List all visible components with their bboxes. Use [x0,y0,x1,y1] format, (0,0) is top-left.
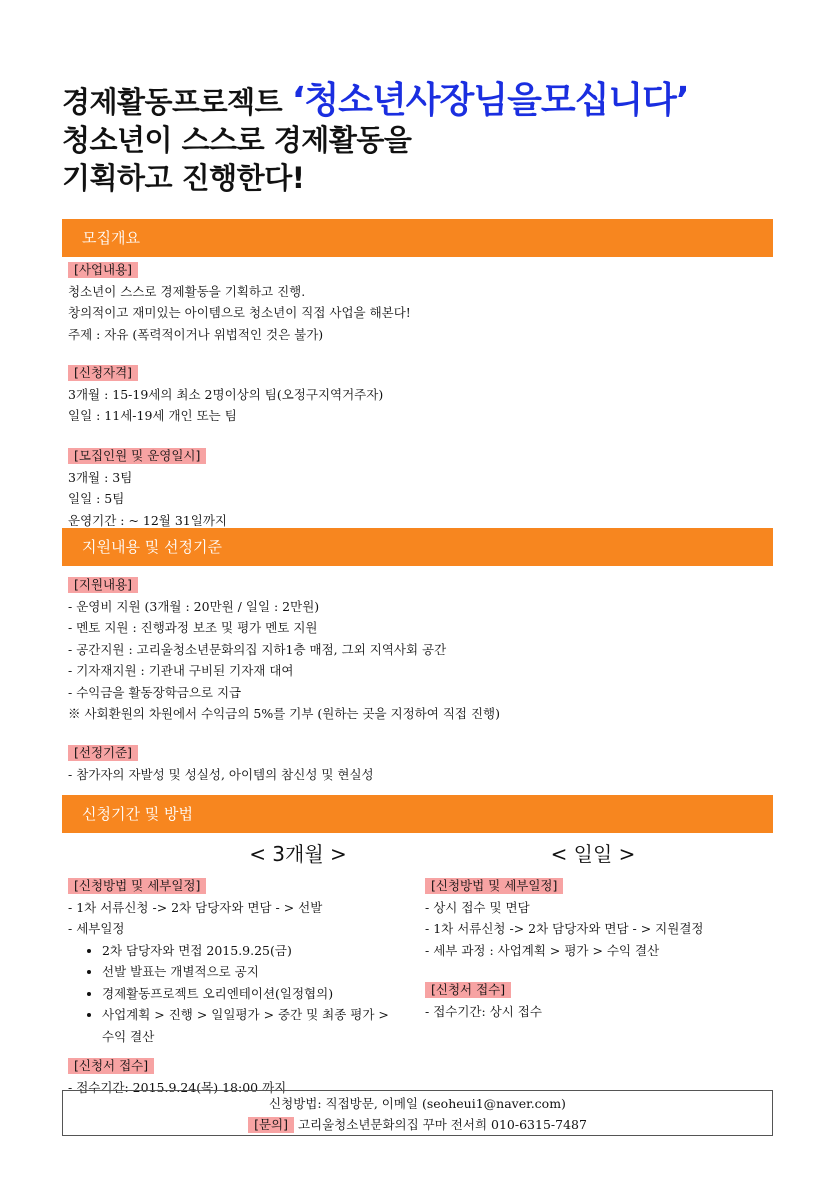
tag-criteria: [선정기준] [68,745,138,761]
section-recruit-body [68,259,768,345]
tag-method-daily: [신청방법 및 세부일정] [425,878,563,894]
section-bar-recruit: 모집개요 [62,219,773,257]
method-line: - 1차 서류신청 -> 2차 담당자와 면담 - > 지원결정 [425,921,704,936]
recruit-line: 운영기간 : ~ 12월 31일까지 [68,512,227,528]
hero-title [62,82,782,197]
tag-support: [지원내용] [68,577,138,593]
schedule-item: • 2차 담당자와 면접 2015.9.25(금) [102,940,428,962]
tag-apply-3month: [신청서 접수] [68,1058,154,1074]
apply-method-line: 신청방법: 직접방문, 이메일 (seoheui1@naver.com) [269,1096,566,1111]
method-line: - 상시 접수 및 면담 [425,899,530,915]
section-recruit-count [68,445,768,531]
column-heading-3month: < 3개월 > [249,842,347,866]
schedule-list [68,940,428,1048]
recruit-line: 일일 : 5팀 [68,491,125,506]
hero-line-3: 기획하고 진행한다! [62,161,305,195]
method-line: - 세부 과정 : 사업계획 > 평가 > 수익 결산 [425,942,660,958]
support-line: - 기자재지원 : 기관내 구비된 기자재 대여 [68,663,294,678]
schedule-item: • 사업계획 > 진행 > 일일평가 > 중간 및 최종 평가 > 수익 결산 [102,1004,402,1047]
tag-business: [사업내용] [68,262,138,278]
section-criteria [68,742,768,785]
support-note: ※ 사회환원의 차원에서 수익금의 5%를 기부 (원하는 곳을 지정하여 직접 진행) [68,706,500,721]
method-line: - 세부일정 [68,921,125,936]
section-bar-apply: 신청기간 및 방법 [62,795,773,833]
column-heading-daily: < 일일 > [550,842,636,866]
tag-contact: [문의] [248,1117,294,1133]
recruit-line: 3개월 : 3팀 [68,469,133,485]
apply-line: - 접수기간: 상시 접수 [425,1003,542,1019]
contact-text: 고리울청소년문화의집 꾸마 전서희 010-6315-7487 [297,1117,587,1132]
support-line: - 수익금을 활동장학금으로 지급 [68,684,242,700]
section-eligibility [68,362,768,427]
support-line: - 멘토 지원 : 진행과정 보조 및 평가 멘토 지원 [68,620,318,635]
business-line: 창의적이고 재미있는 아이템으로 청소년이 직접 사업을 해본다! [68,305,411,320]
column-daily [425,838,785,1022]
criteria-line: - 참가자의 자발성 및 성실성, 아이템의 참신성 및 현실성 [68,766,374,782]
schedule-item: • 경제활동프로젝트 오리엔테이션(일정협의) [102,983,428,1005]
contact-box [62,1090,773,1136]
eligibility-line: 일일 : 11세-19세 개인 또는 팀 [68,408,237,423]
apply-line: - 접수기간: 2015.9.24(목) 18:00 까지 [68,1079,287,1095]
tag-apply-daily: [신청서 접수] [425,982,511,998]
tag-eligibility: [신청자격] [68,365,138,381]
hero-line-2: 청소년이 스스로 경제활동을 [62,123,412,157]
eligibility-line: 3개월 : 15-19세의 최소 2명이상의 팀(오정구지역거주자) [68,386,384,402]
tag-recruit: [모집인원 및 운영일시] [68,448,206,464]
support-line: - 공간지원 : 고리울청소년문화의집 지하1층 매점, 그외 지역사회 공간 [68,641,447,657]
column-3month [68,838,428,1098]
support-line: - 운영비 지원 (3개월 : 20만원 / 일일 : 2만원) [68,598,320,614]
method-line: - 1차 서류신청 -> 2차 담당자와 면담 - > 선발 [68,899,323,915]
section-bar-support: 지원내용 및 선정기준 [62,528,773,566]
hero-line-1 [62,82,782,121]
business-line: 청소년이 스스로 경제활동을 기획하고 진행. [68,283,306,299]
schedule-item: • 선발 발표는 개별적으로 공지 [102,961,428,983]
tag-method-3month: [신청방법 및 세부일정] [68,878,206,894]
hero-highlight: ‘청소년사장님을모십니다’ [291,80,689,121]
business-line: 주제 : 자유 (폭력적이거나 위법적인 것은 불가) [68,326,324,342]
contact-line [63,1114,772,1135]
hero-prefix: 경제활동프로젝트 [62,85,283,119]
section-support-body [68,574,768,725]
